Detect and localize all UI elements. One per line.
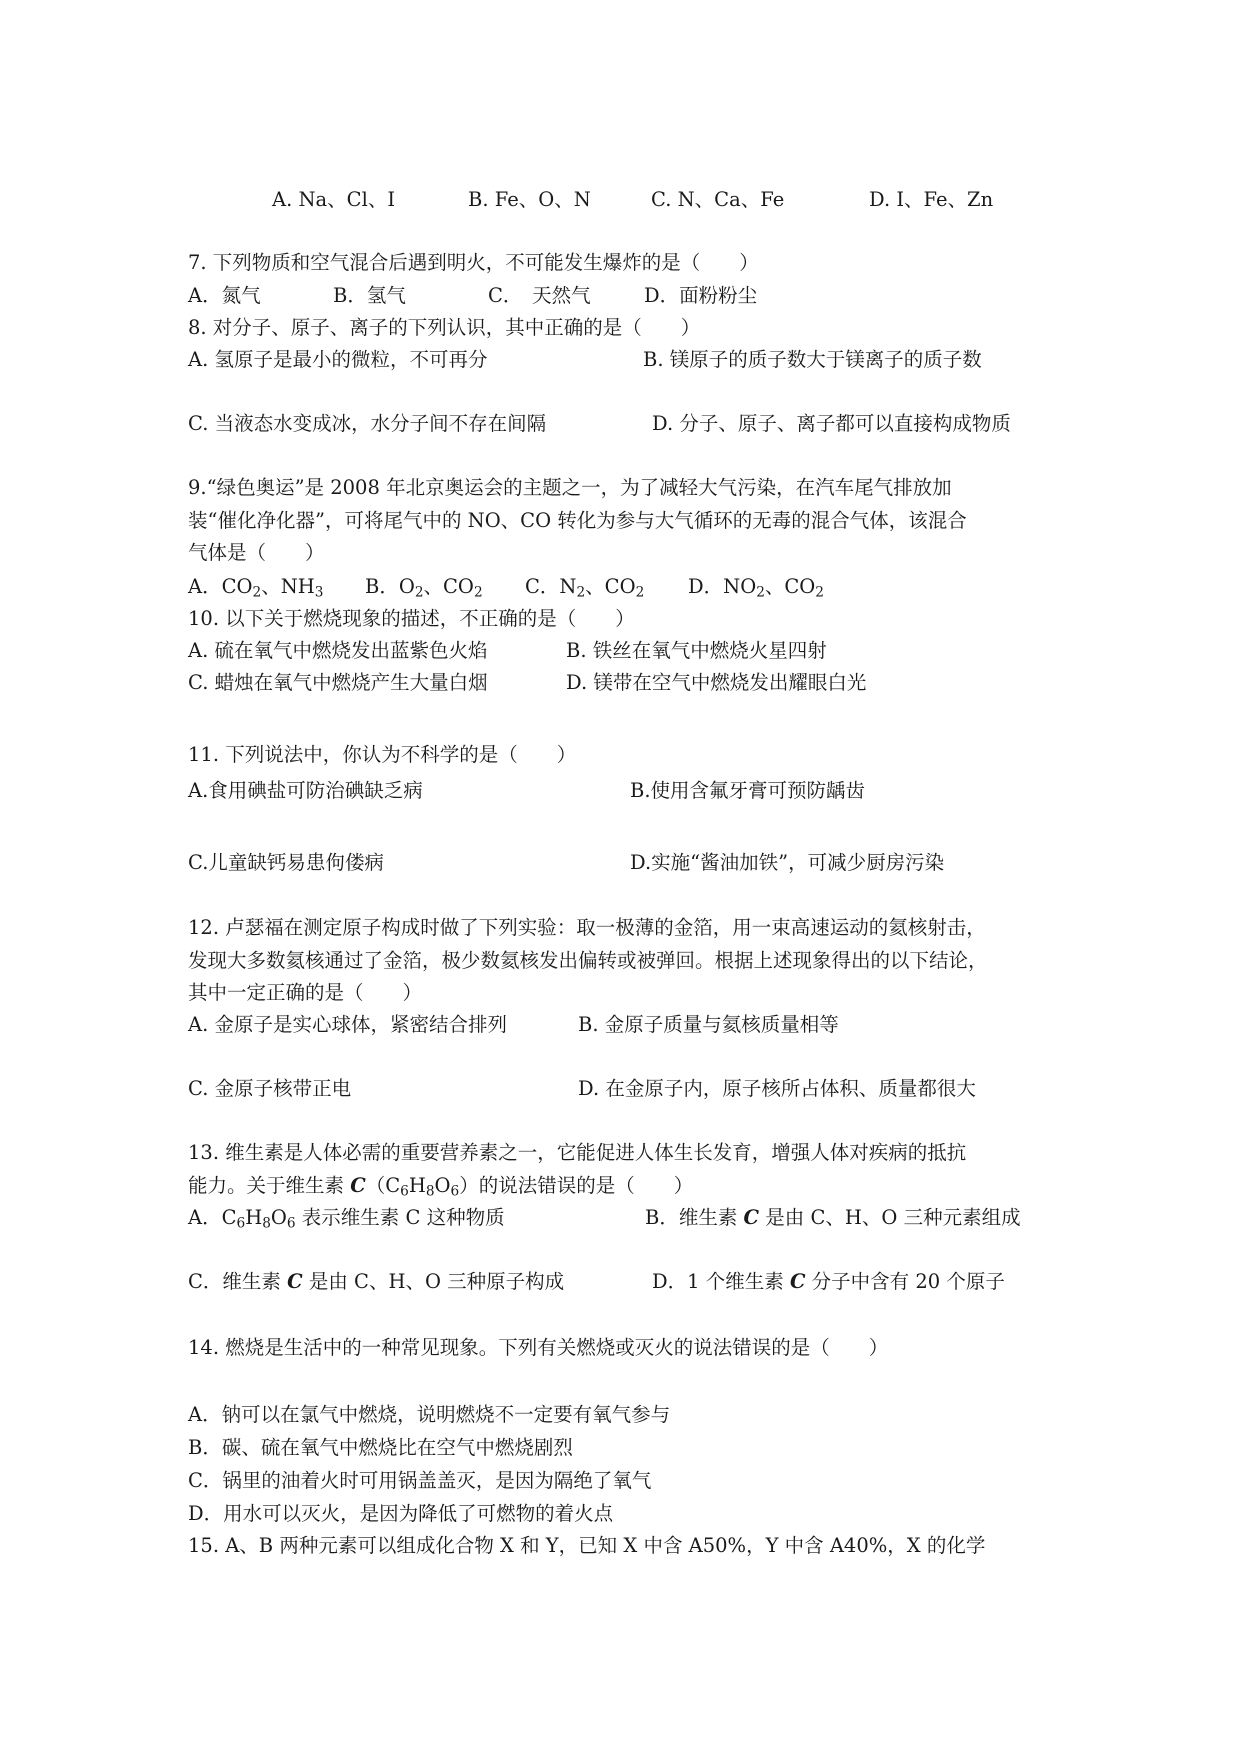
q10-option-d: D. 镁带在空气中燃烧发出耀眼白光 (566, 671, 867, 694)
q15-line-1: 15. A、B 两种元素可以组成化合物 X 和 Y，已知 X 中含 A50%，Y 中含 A40%，X 的化学 (188, 1534, 986, 1557)
q6-option-b: B. Fe、O、N (468, 188, 591, 211)
q12-option-a: A. 金原子是实心球体，紧密结合排列 (188, 1013, 507, 1036)
q7-option-d: D．面粉粉尘 (644, 284, 758, 307)
q10-option-b: B. 铁丝在氧气中燃烧火星四射 (566, 639, 827, 662)
q9-line-3: 气体是（ ） (188, 541, 325, 564)
q6-option-d: D. I、Fe、Zn (869, 188, 994, 211)
q8-option-d: D. 分子、原子、离子都可以直接构成物质 (652, 412, 1011, 435)
q12-line-3: 其中一定正确的是（ ） (188, 981, 423, 1004)
q11-option-b: B.使用含氟牙膏可预防龋齿 (630, 779, 866, 802)
q9-option-d: D．$NO_2$、$CO_2$ (688, 575, 824, 601)
q8-option-a: A. 氢原子是最小的微粒，不可再分 (188, 348, 488, 371)
q14-option-b: B．碳、硫在氧气中燃烧比在空气中燃烧剧烈 (188, 1436, 573, 1459)
q13-line-1: 13. 维生素是人体必需的重要营养素之一，它能促进人体生长发育，增强人体对疾病的抵抗 (188, 1141, 967, 1164)
q7-option-b: B．氢气 (333, 284, 406, 307)
q8-option-c: C. 当液态水变成冰，水分子间不存在间隔 (188, 412, 547, 435)
q9-option-a: A．$CO_2$、$NH_3$ (188, 575, 324, 601)
q11-option-d: D.实施“酱油加铁”，可减少厨房污染 (630, 851, 945, 874)
q11-stem: 11. 下列说法中，你认为不科学的是（ ） (188, 743, 577, 766)
q14-stem: 14. 燃烧是生活中的一种常见现象。下列有关燃烧或灭火的说法错误的是（ ） (188, 1336, 889, 1359)
q12-option-b: B. 金原子质量与氦核质量相等 (578, 1013, 839, 1036)
q7-option-a: A．氮气 (188, 284, 261, 307)
q8-stem: 8. 对分子、原子、离子的下列认识，其中正确的是（ ） (188, 316, 701, 339)
q10-stem: 10. 以下关于燃烧现象的描述，不正确的是（ ） (188, 607, 635, 630)
q6-option-c: C. N、Ca、Fe (651, 188, 785, 211)
q12-line-1: 12. 卢瑟福在测定原子构成时做了下列实验：取一极薄的金箔，用一束高速运动的氦核射击， (188, 916, 986, 939)
q7-option-c: C． 天然气 (488, 284, 591, 307)
q6-option-a: A. Na、Cl、I (272, 188, 396, 211)
q12-option-d: D. 在金原子内，原子核所占体积、质量都很大 (578, 1077, 976, 1100)
q10-option-c: C. 蜡烛在氧气中燃烧产生大量白烟 (188, 671, 488, 694)
q14-option-d: D．用水可以灭火，是因为降低了可燃物的着火点 (188, 1502, 614, 1525)
q10-option-a: A. 硫在氧气中燃烧发出蓝紫色火焰 (188, 639, 488, 662)
q9-option-c: C．$N_2$、$CO_2$ (525, 575, 645, 601)
q13-option-d: D．1 个维生素 C 分子中含有 20 个原子 (652, 1270, 1005, 1293)
q9-line-2: 装“催化净化器”，可将尾气中的 NO、CO 转化为参与大气循环的无毒的混合气体，该混合 (188, 509, 967, 532)
q12-option-c: C. 金原子核带正电 (188, 1077, 352, 1100)
q9-line-1: 9.“绿色奥运”是 2008 年北京奥运会的主题之一，为了减轻大气污染，在汽车尾气排放加 (188, 476, 952, 499)
q13-option-c: C．维生素 C 是由 C、H、O 三种原子构成 (188, 1270, 565, 1293)
q13-option-a: A．$C_6H_8O_6$ 表示维生素 C 这种物质 (188, 1206, 505, 1232)
q8-option-b: B. 镁原子的质子数大于镁离子的质子数 (643, 348, 982, 371)
q7-stem: 7. 下列物质和空气混合后遇到明火，不可能发生爆炸的是（ ） (188, 251, 759, 274)
q14-option-c: C．锅里的油着火时可用锅盖盖灭，是因为隔绝了氧气 (188, 1469, 652, 1492)
q11-option-a: A.食用碘盐可防治碘缺乏病 (188, 779, 423, 802)
q9-option-b: B．$O_2$、$CO_2$ (365, 575, 483, 601)
q14-option-a: A．钠可以在氯气中燃烧，说明燃烧不一定要有氧气参与 (188, 1403, 671, 1426)
q11-option-c: C.儿童缺钙易患佝偻病 (188, 851, 384, 874)
q12-line-2: 发现大多数氦核通过了金箔，极少数氦核发出偏转或被弹回。根据上述现象得出的以下结论， (188, 949, 988, 972)
q13-line-2: 能力。关于维生素 $C(C_6H_8O_6)$的说法错误的是（ ） (188, 1174, 694, 1200)
q13-option-b: B．维生素 C 是由 C、H、O 三种元素组成 (645, 1206, 1021, 1229)
